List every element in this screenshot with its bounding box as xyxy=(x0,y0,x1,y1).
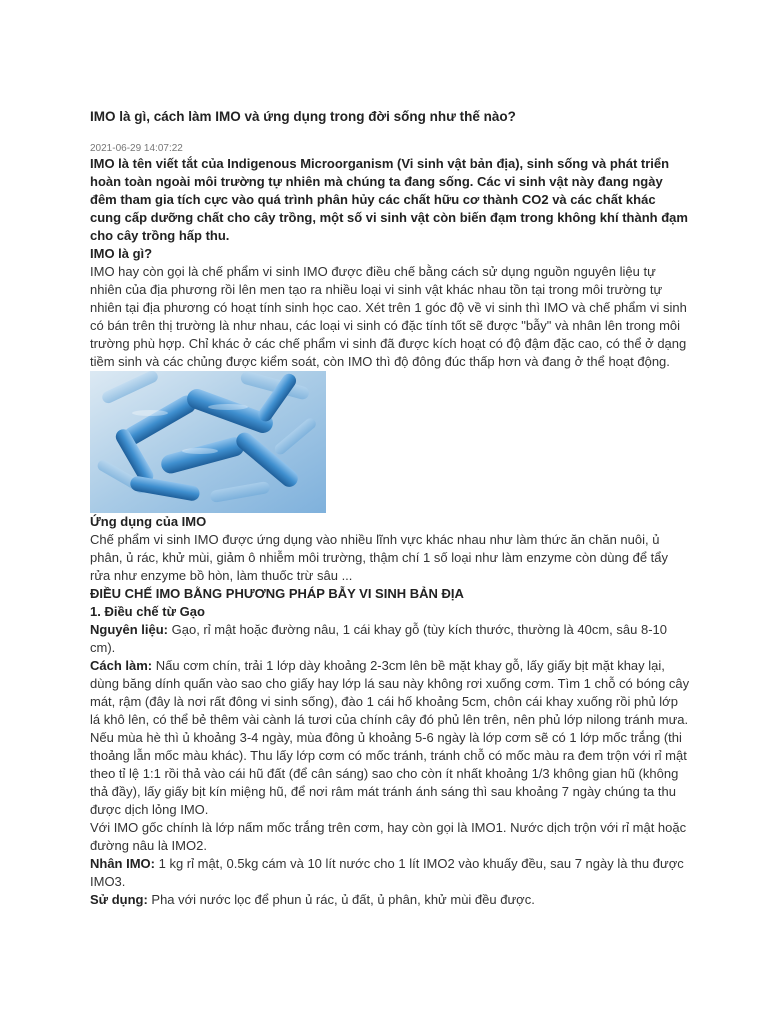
what-heading: IMO là gì? xyxy=(90,246,153,261)
howto-text: Nấu cơm chín, trải 1 lớp dày khoảng 2-3cm lên bề mặt khay gỗ, lấy giấy bịt mặt khay lại, dùng băng dính quấn vào sao cho giấy hay lớp lá sau này không rơi xuống cơm. Tìm 1 chỗ có bóng cây mát, rậm (đây là nơi rất đông vi sinh sống), đào 1 cái hố khoảng 5cm, chôn cái khay xuống rồi phủ lớp lá khô lên, có thể bẻ thêm vài cành lá tươi của chính cây đó phủ lên trên, nên phủ lớp nilong tránh mưa. Nếu mùa hè thì ủ khoảng 3-4 ngày, mùa đông ủ khoảng 5-6 ngày là lớp cơm sẽ có 1 lớp mốc trắng (thi thoảng lẫn mốc màu khác). Thu lấy lớp cơm có mốc tránh, tránh chỗ có mốc màu ra đem trộn với rỉ mật theo tỉ lệ 1:1 rồi thả vào cái hũ đất (để cân sáng) sao cho còn ít nhất khoảng 1/3 không gian hũ (không thả đầy), lấy giấy bịt kín miệng hũ, để nơi râm mát tránh ánh sáng thì sau khoảng 7 ngày chúng ta thu được dịch lỏng IMO. xyxy=(90,658,690,817)
app-heading: Ứng dụng của IMO xyxy=(90,514,207,529)
bacteria-image xyxy=(90,371,326,513)
multiply-text: 1 kg rỉ mật, 0.5kg cám và 10 lít nước cho 1 lít IMO2 vào khuấy đều, sau 7 ngày là thu được IMO3. xyxy=(90,856,684,889)
article-lead: IMO là tên viết tắt của Indigenous Microorganism (Vi sinh vật bản địa), sinh sống và phát triển hoàn toàn ngoài môi trường tự nhiên mà chúng ta đang sống. Các vi sinh vật này đang ngày đêm tham gia tích cực vào quá trình phân hủy các chất hữu cơ thành CO2 và các chất khác cung cấp dưỡng chất cho cây trồng, một số vi sinh vật còn biến đạm trong không khí thành đạm cho cây trồng hấp thu. xyxy=(90,156,688,243)
bacteria-microscope-image xyxy=(90,371,326,513)
method-heading: ĐIỀU CHẾ IMO BẰNG PHƯƠNG PHÁP BẪY VI SINH BẢN ĐỊA xyxy=(90,586,464,601)
article-title: IMO là gì, cách làm IMO và ứng dụng trong đời sống như thế nào? xyxy=(90,109,516,124)
howto-paragraph xyxy=(90,657,690,819)
what-text: IMO hay còn gọi là chế phẩm vi sinh IMO được điều chế bằng cách sử dụng nguồn nguyên liệu tự nhiên của địa phương rồi lên men tạo ra nhiều loại vi sinh vật khác nhau tồn tại trong môi trường tự nhiên tại địa phương có hoạt tính sinh học cao. Xét trên 1 góc độ về vi sinh thì IMO và chế phẩm vi sinh có bán trên thị trường là như nhau, các loại vi sinh có đặc tính tốt sẽ được "bẫy" và nhân lên trong môi trường phù hợp. Chỉ khác ở các chế phẩm vi sinh đã được kích hoạt có độ đậm đặc cao, có thể ở dạng tiềm sinh và các chủng được kiểm soát, còn IMO thì độ đông đúc thấp hơn và đang ở thể hoạt động. xyxy=(90,264,687,369)
ingredients-paragraph xyxy=(90,621,690,657)
use-text: Pha với nước lọc để phun ủ rác, ủ đất, ủ phân, khử mùi đều được. xyxy=(147,892,535,907)
howto-label: Cách làm: xyxy=(90,658,153,673)
rice-heading: 1. Điều chế từ Gạo xyxy=(90,604,205,619)
multiply-paragraph xyxy=(90,855,690,891)
article-date: 2021-06-29 14:07:22 xyxy=(90,143,183,154)
use-label: Sử dụng: xyxy=(90,892,148,907)
app-text: Chế phẩm vi sinh IMO được ứng dụng vào nhiều lĩnh vực khác nhau như làm thức ăn chăn nuôi, ủ phân, ủ rác, khử mùi, giảm ô nhiễm môi trường, thậm chí 1 số loại như làm enzyme còn dùng để tẩy rửa như enzyme bồ hòn, làm thuốc trừ sâu ... xyxy=(90,532,669,583)
use-paragraph xyxy=(90,891,690,909)
ingredients-label: Nguyên liệu: xyxy=(90,622,169,637)
imo1-paragraph: Với IMO gốc chính là lớp nấm mốc trắng trên cơm, hay còn gọi là IMO1. Nước dịch trộn với rỉ mật hoặc đường nâu là IMO2. xyxy=(90,820,687,853)
ingredients-text: Gạo, rỉ mật hoặc đường nâu, 1 cái khay gỗ (tùy kích thước, thường là 40cm, sâu 8-10 cm). xyxy=(90,622,667,655)
article xyxy=(90,108,690,909)
multiply-label: Nhân IMO: xyxy=(90,856,155,871)
